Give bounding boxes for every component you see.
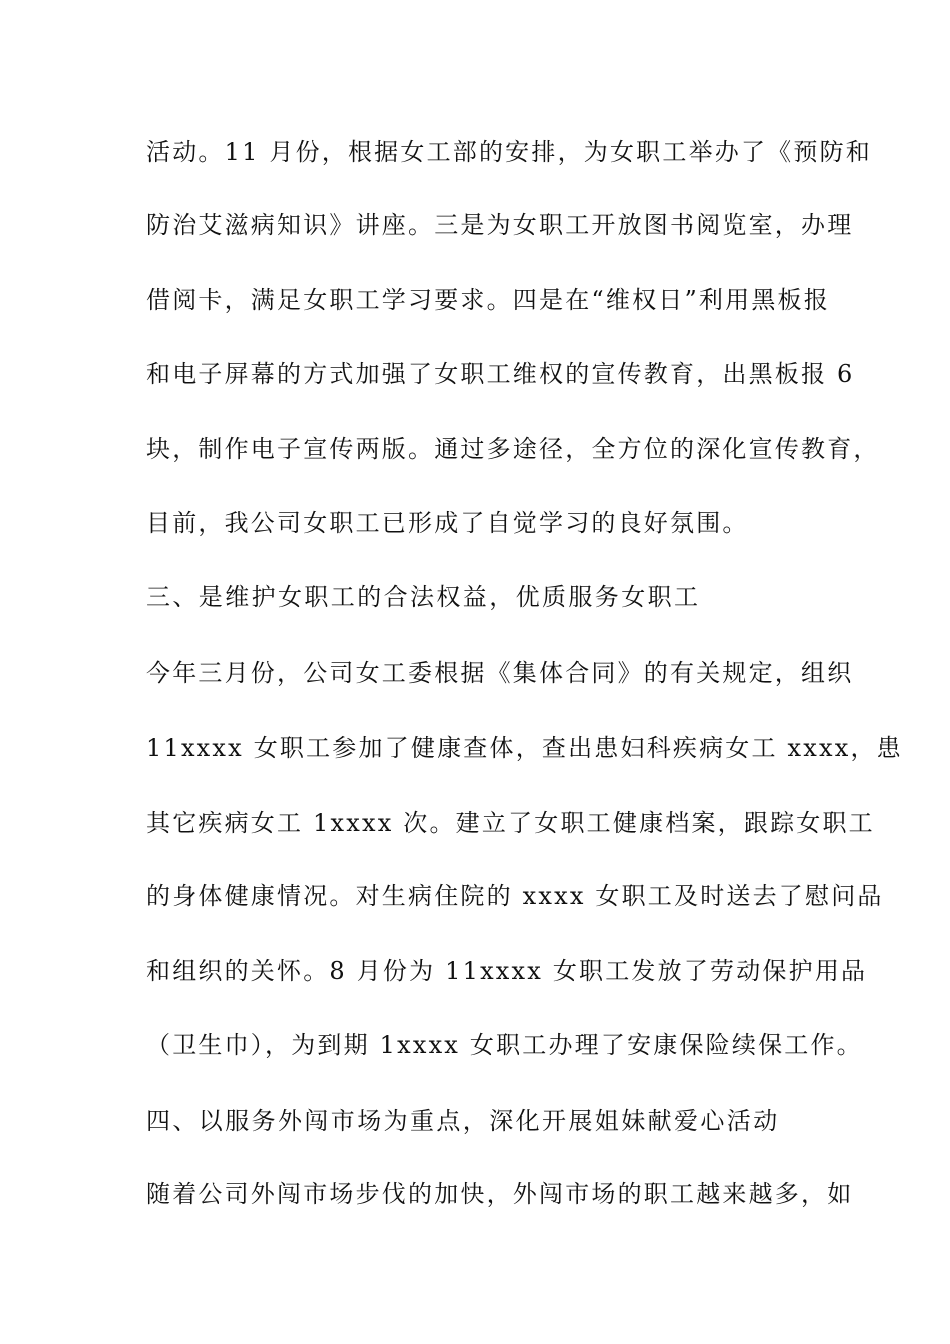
paragraph-line: 借阅卡，满足女职工学习要求。四是在“维权日”利用黑板报 bbox=[146, 286, 830, 314]
paragraph-line: 目前，我公司女职工已形成了自觉学习的良好氛围。 bbox=[146, 509, 749, 537]
paragraph-line: 其它疾病女工 1xxxx 次。建立了女职工健康档案，跟踪女职工 bbox=[146, 809, 875, 837]
paragraph-line: 防治艾滋病知识》讲座。三是为女职工开放图书阅览室，办理 bbox=[146, 211, 854, 239]
paragraph-line: 11xxxx 女职工参加了健康查体，查出患妇科疾病女工 xxxx，患 bbox=[146, 734, 903, 762]
section-heading: 四、以服务外闯市场为重点，深化开展姐妹献爱心活动 bbox=[146, 1107, 780, 1135]
paragraph-line: （卫生巾），为到期 1xxxx 女职工办理了安康保险续保工作。 bbox=[146, 1031, 863, 1059]
paragraph-line: 和电子屏幕的方式加强了女职工维权的宣传教育，出黑板报 6 bbox=[146, 360, 855, 388]
paragraph-line: 今年三月份，公司女工委根据《集体合同》的有关规定，组织 bbox=[146, 659, 854, 687]
section-heading: 三、是维护女职工的合法权益，优质服务女职工 bbox=[146, 583, 701, 611]
paragraph-line: 随着公司外闯市场步伐的加快，外闯市场的职工越来越多，如 bbox=[146, 1180, 854, 1208]
paragraph-line: 的身体健康情况。对生病住院的 xxxx 女职工及时送去了慰问品 bbox=[146, 882, 884, 910]
paragraph-line: 和组织的关怀。8 月份为 11xxxx 女职工发放了劳动保护用品 bbox=[146, 957, 868, 985]
paragraph-line: 块，制作电子宣传两版。通过多途径，全方位的深化宣传教育， bbox=[146, 435, 880, 463]
paragraph-line: 活动。11 月份，根据女工部的安排，为女职工举办了《预防和 bbox=[146, 138, 872, 166]
